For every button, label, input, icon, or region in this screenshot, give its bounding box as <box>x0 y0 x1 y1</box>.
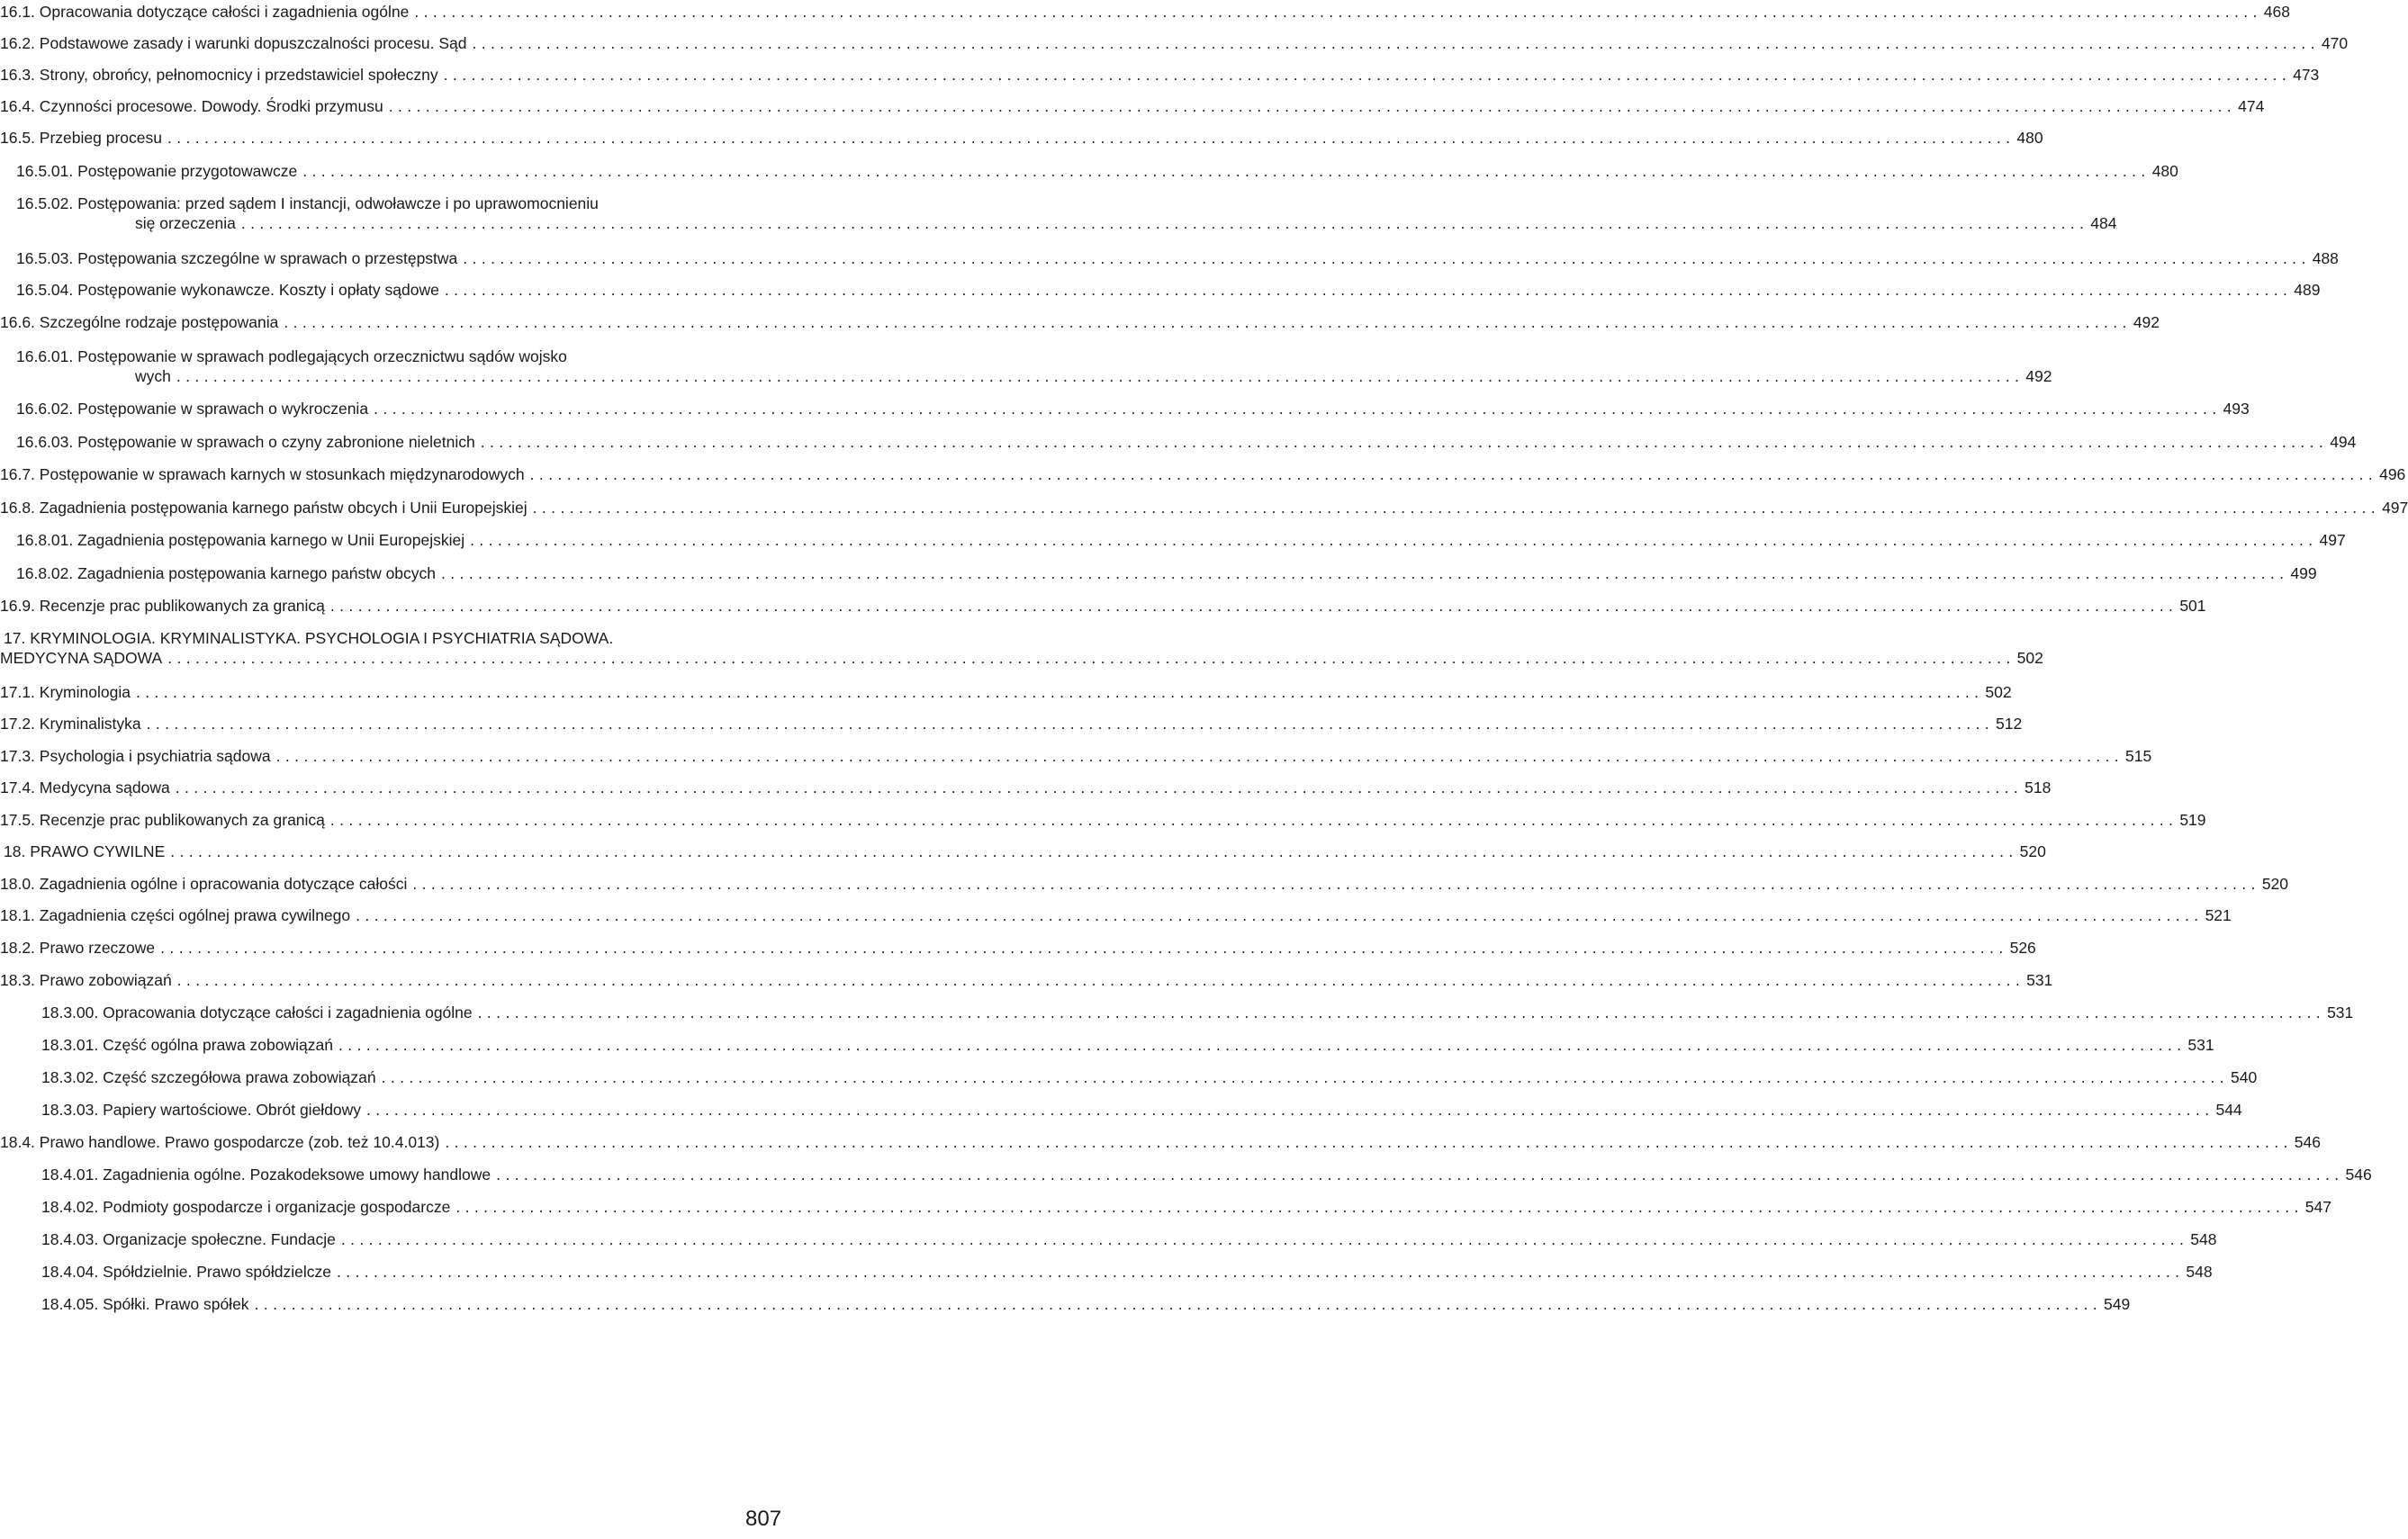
entry-title: 16.6.03. Postępowanie w sprawach o czyny zabronione nieletnich <box>16 433 475 451</box>
leader-dots: ........................................................................................................................................................................................................ <box>374 400 2222 418</box>
entry-page-number: 488 <box>2312 249 2339 267</box>
entry-title: 16.5.04. Postępowanie wykonawcze. Koszty i opłaty sądowe <box>16 281 439 299</box>
entry-page-number: 546 <box>2345 1166 2372 1184</box>
leader-dots: ........................................................................................................................................................................................................ <box>455 1198 2304 1216</box>
leader-dots: ........................................................................................................................................................................................................ <box>412 875 2260 893</box>
entry-title: 18.4.05. Spółki. Prawo spółek <box>41 1295 249 1313</box>
entry-page-number: 494 <box>2330 433 2357 451</box>
entry-page-number: 548 <box>2186 1263 2213 1281</box>
page-number: 807 <box>745 1507 782 1531</box>
entry-page-number: 492 <box>2133 313 2160 331</box>
entry-title-first-line: 16.5.02. Postępowania: przed sądem I instancji, odwoławcze i po uprawomocnieniu <box>16 194 599 212</box>
entry-title: MEDYCYNA SĄDOWA <box>0 649 163 667</box>
entry-page-number: 497 <box>2319 531 2346 549</box>
toc-entry <box>0 628 2043 668</box>
entry-page-number: 499 <box>2290 564 2317 582</box>
entry-page-number: 520 <box>2019 842 2046 860</box>
entry-title: 18.1. Zagadnienia części ogólnej prawa cywilnego <box>0 906 351 924</box>
toc-entry <box>16 248 2339 268</box>
entry-title: 17.3. Psychologia i psychiatria sądowa <box>0 747 271 765</box>
entry-title: 18.4.01. Zagadnienia ogólne. Pozakodeksowe umowy handlowe <box>41 1166 492 1184</box>
entry-page-number: 531 <box>2327 1004 2354 1022</box>
leader-dots: ........................................................................................................................................................................................................ <box>529 465 2378 483</box>
entry-page-number: 549 <box>2103 1295 2131 1313</box>
leader-dots: ........................................................................................................................................................................................................ <box>443 66 2292 84</box>
entry-page-number: 520 <box>2261 875 2289 893</box>
leader-dots: ........................................................................................................................................................................................................ <box>167 129 2016 147</box>
toc-entry <box>0 682 2012 702</box>
toc-entry <box>16 530 2346 550</box>
leader-dots: ........................................................................................................................................................................................................ <box>175 778 2024 796</box>
entry-title: 16.3. Strony, obrońcy, pełnomocnicy i przedstawiciel społeczny <box>0 66 438 84</box>
toc-entry <box>0 970 2053 990</box>
entry-page-number: 502 <box>1985 683 2012 701</box>
entry-page-number: 548 <box>2190 1230 2217 1248</box>
entry-title: 18.3.03. Papiery wartościowe. Obrót giełdowy <box>41 1101 362 1119</box>
entry-page-number: 480 <box>2016 129 2043 147</box>
leader-dots: ........................................................................................................................................................................................................ <box>477 1004 2326 1022</box>
toc-entry <box>41 1035 2214 1055</box>
entry-title: 16.5. Przebieg procesu <box>0 129 162 147</box>
leader-dots: ........................................................................................................................................................................................................ <box>463 249 2311 267</box>
toc-entry <box>41 1262 2213 1282</box>
leader-dots: ........................................................................................................................................................................................................ <box>441 564 2289 582</box>
leader-dots: ........................................................................................................................................................................................................ <box>176 971 2025 989</box>
leader-dots: ........................................................................................................................................................................................................ <box>240 214 2089 232</box>
entry-title: 18.4. Prawo handlowe. Prawo gospodarcze (zob. też 10.4.013) <box>0 1133 440 1151</box>
toc-entry <box>0 596 2206 616</box>
toc-entry <box>0 714 2023 734</box>
leader-dots: ........................................................................................................................................................................................................ <box>302 162 2151 180</box>
leader-dots: ........................................................................................................................................................................................................ <box>275 747 2124 765</box>
leader-dots: ........................................................................................................................................................................................................ <box>470 531 2318 549</box>
entry-title: 16.9. Recenzje prac publikowanych za granicą <box>0 597 325 615</box>
leader-dots: ........................................................................................................................................................................................................ <box>356 906 2204 924</box>
toc-entry <box>0 810 2206 830</box>
toc-entry <box>4 842 2046 861</box>
entry-title: 16.2. Podstawowe zasady i warunki dopuszczalności procesu. Sąd <box>0 34 467 52</box>
entry-page-number: 470 <box>2321 34 2349 52</box>
toc-entry <box>0 938 2036 958</box>
entry-title: 17.4. Medycyna sądowa <box>0 778 170 796</box>
entry-title: 18.4.04. Spółdzielnie. Prawo spółdzielcze <box>41 1263 331 1281</box>
toc-entry <box>41 1197 2331 1217</box>
leader-dots: ........................................................................................................................................................................................................ <box>414 3 2262 21</box>
entry-title: 16.7. Postępowanie w sprawach karnych w stosunkach międzynarodowych <box>0 465 525 483</box>
entry-title: 18.3.02. Część szczegółowa prawa zobowiązań <box>41 1068 376 1086</box>
toc-entry <box>0 874 2289 894</box>
entry-title: 18.4.03. Organizacje społeczne. Fundacje <box>41 1230 336 1248</box>
toc-entry <box>41 1294 2131 1314</box>
entry-title: 17.2. Kryminalistyka <box>0 715 141 733</box>
leader-dots: ........................................................................................................................................................................................................ <box>444 281 2293 299</box>
toc-entry <box>0 65 2320 85</box>
toc-entry <box>0 312 2160 332</box>
toc-entry <box>0 778 2052 797</box>
leader-dots: ........................................................................................................................................................................................................ <box>496 1166 2344 1184</box>
entry-title: 18.2. Prawo rzeczowe <box>0 939 156 957</box>
leader-dots: ........................................................................................................................................................................................................ <box>135 683 1984 701</box>
entry-page-number: 546 <box>2294 1133 2321 1151</box>
leader-dots: ........................................................................................................................................................................................................ <box>146 715 1995 733</box>
entry-title: 18. PRAWO CYWILNE <box>4 842 166 860</box>
entry-title: się orzeczenia <box>135 214 236 232</box>
entry-page-number: 521 <box>2205 906 2232 924</box>
toc-entry <box>0 96 2265 116</box>
leader-dots: ........................................................................................................................................................................................................ <box>337 1263 2185 1281</box>
entry-page-number: 484 <box>2090 214 2117 232</box>
entry-title: 16.8.02. Zagadnienia postępowania karnego państw obcych <box>16 564 437 582</box>
toc-entry <box>0 746 2152 766</box>
entry-title: 16.4. Czynności procesowe. Dowody. Środki przymusu <box>0 97 383 115</box>
entry-title: 16.1. Opracowania dotyczące całości i zagadnienia ogólne <box>0 3 410 21</box>
toc-entry <box>0 905 2232 925</box>
entry-title: 17.1. Kryminologia <box>0 683 131 701</box>
toc-entry <box>41 1003 2354 1022</box>
toc-entry <box>0 498 2408 518</box>
entry-page-number: 515 <box>2125 747 2152 765</box>
leader-dots: ........................................................................................................................................................................................................ <box>170 842 2018 860</box>
entry-page-number: 519 <box>2179 811 2206 829</box>
entry-page-number: 468 <box>2263 3 2290 21</box>
toc-entry <box>0 1132 2321 1152</box>
entry-page-number: 531 <box>2187 1036 2214 1054</box>
entry-page-number: 501 <box>2179 597 2206 615</box>
entry-page-number: 547 <box>2304 1198 2331 1216</box>
entry-title: 16.6.02. Postępowanie w sprawach o wykroczenia <box>16 400 369 418</box>
entry-title: 16.5.03. Postępowania szczególne w sprawach o przestępstwa <box>16 249 458 267</box>
toc-entry <box>41 1229 2217 1249</box>
entry-page-number: 493 <box>2223 400 2250 418</box>
entry-title: 18.3.01. Część ogólna prawa zobowiązań <box>41 1036 333 1054</box>
entry-title: 18.4.02. Podmioty gospodarcze i organizacje gospodarcze <box>41 1198 451 1216</box>
entry-title: 18.3. Prawo zobowiązań <box>0 971 172 989</box>
entry-page-number: 512 <box>1996 715 2023 733</box>
toc-entry <box>16 280 2321 300</box>
entry-page-number: 489 <box>2294 281 2321 299</box>
entry-page-number: 526 <box>2009 939 2036 957</box>
entry-title: 16.8. Zagadnienia postępowania karnego państw obcych i Unii Europejskiej <box>0 499 528 517</box>
toc-entry <box>16 432 2357 452</box>
toc-entry <box>16 194 2117 233</box>
entry-page-number: 473 <box>2293 66 2320 84</box>
entry-title: wych <box>135 367 171 385</box>
leader-dots: ........................................................................................................................................................................................................ <box>381 1068 2230 1086</box>
leader-dots: ........................................................................................................................................................................................................ <box>445 1133 2293 1151</box>
entry-page-number: 497 <box>2382 499 2408 517</box>
toc-entry <box>41 1067 2258 1087</box>
leader-dots: ........................................................................................................................................................................................................ <box>480 433 2329 451</box>
entry-page-number: 518 <box>2025 778 2052 796</box>
leader-dots: ........................................................................................................................................................................................................ <box>254 1295 2102 1313</box>
entry-title: 16.8.01. Zagadnienia postępowania karnego w Unii Europejskiej <box>16 531 465 549</box>
leader-dots: ........................................................................................................................................................................................................ <box>167 649 2016 667</box>
entry-title: 18.3.00. Opracowania dotyczące całości i zagadnienia ogólne <box>41 1004 473 1022</box>
toc-entry <box>41 1165 2372 1184</box>
entry-title: 18.0. Zagadnienia ogólne i opracowania dotyczące całości <box>0 875 408 893</box>
entry-page-number: 531 <box>2026 971 2053 989</box>
entry-title-first-line: 16.6.01. Postępowanie w sprawach podlegających orzecznictwu sądów wojsko <box>16 347 567 365</box>
entry-page-number: 492 <box>2025 367 2052 385</box>
leader-dots: ........................................................................................................................................................................................................ <box>284 313 2132 331</box>
leader-dots: ........................................................................................................................................................................................................ <box>329 597 2178 615</box>
leader-dots: ........................................................................................................................................................................................................ <box>160 939 2008 957</box>
leader-dots: ........................................................................................................................................................................................................ <box>176 367 2025 385</box>
toc-entry <box>41 1100 2242 1120</box>
toc-entry <box>16 346 2052 386</box>
toc-entry <box>16 399 2250 418</box>
toc-entry <box>0 33 2349 53</box>
entry-title: 16.5.01. Postępowanie przygotowawcze <box>16 162 298 180</box>
leader-dots: ........................................................................................................................................................................................................ <box>532 499 2381 517</box>
leader-dots: ........................................................................................................................................................................................................ <box>388 97 2237 115</box>
toc-entry <box>0 2 2290 22</box>
toc-entry <box>0 128 2043 148</box>
toc-entry <box>16 563 2317 583</box>
leader-dots: ........................................................................................................................................................................................................ <box>472 34 2320 52</box>
entry-page-number: 496 <box>2379 465 2406 483</box>
entry-page-number: 480 <box>2151 162 2178 180</box>
leader-dots: ........................................................................................................................................................................................................ <box>366 1101 2214 1119</box>
entry-title: 16.6. Szczególne rodzaje postępowania <box>0 313 279 331</box>
entry-page-number: 540 <box>2231 1068 2258 1086</box>
leader-dots: ........................................................................................................................................................................................................ <box>329 811 2178 829</box>
toc-entry <box>0 464 2406 484</box>
entry-title-first-line: 17. KRYMINOLOGIA. KRYMINALISTYKA. PSYCHOLOGIA I PSYCHIATRIA SĄDOWA. <box>4 629 614 647</box>
entry-page-number: 502 <box>2016 649 2043 667</box>
entry-title: 17.5. Recenzje prac publikowanych za granicą <box>0 811 325 829</box>
toc-entry <box>16 161 2178 181</box>
leader-dots: ........................................................................................................................................................................................................ <box>338 1036 2187 1054</box>
entry-page-number: 544 <box>2215 1101 2242 1119</box>
leader-dots: ........................................................................................................................................................................................................ <box>340 1230 2189 1248</box>
entry-page-number: 474 <box>2238 97 2265 115</box>
